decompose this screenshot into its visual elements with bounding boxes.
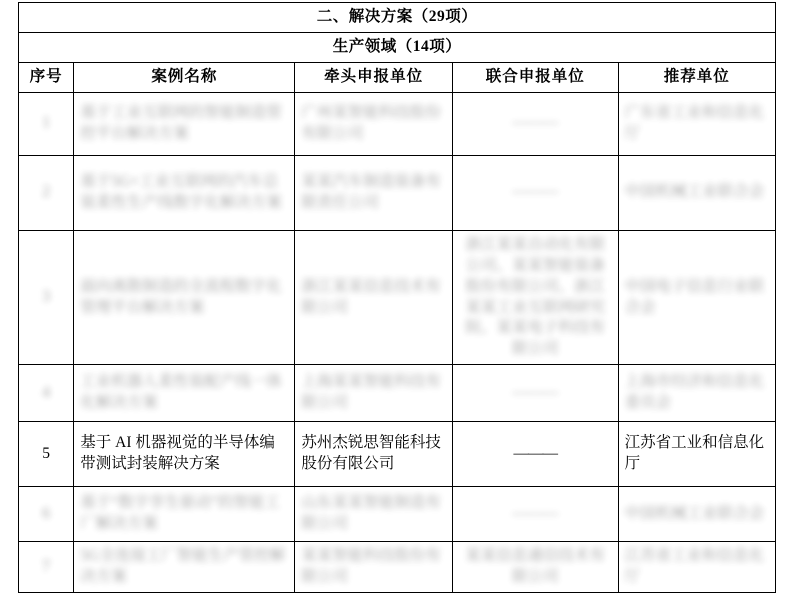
cell-lead-unit	[295, 422, 452, 487]
cell-index	[19, 542, 74, 593]
cell-recommend-unit-text: 中国机械工业联合会	[624, 504, 765, 522]
cell-case-name-text: 5G全连接工厂智能生产管控解决方案	[80, 547, 286, 586]
cell-index	[19, 422, 74, 487]
cell-case-name-text: 基于5G+工业互联网的汽车总装柔性生产线数字化解决方案	[80, 172, 282, 211]
table-row	[19, 422, 776, 487]
cell-joint-unit	[452, 92, 618, 155]
cell-index-text: 2	[42, 183, 51, 201]
cell-recommend-unit	[618, 487, 775, 542]
column-header-recommend-unit: 推荐单位	[618, 62, 775, 92]
cell-lead-unit-text: 苏州杰锐思智能科技股份有限公司	[301, 434, 441, 473]
cell-lead-unit-text: 某某智能科技股份有限公司	[301, 547, 441, 586]
cell-recommend-unit-text: 江苏省工业和信息化厅	[624, 434, 765, 473]
cell-lead-unit	[295, 542, 452, 593]
cell-index	[19, 92, 74, 155]
cell-case-name	[74, 542, 295, 593]
cell-case-name-text: 面向离散制造的全流程数字化管理平台解决方案	[80, 277, 282, 316]
cell-joint-unit	[452, 487, 618, 542]
cell-lead-unit	[295, 230, 452, 365]
cell-index-text: 7	[42, 557, 51, 575]
section-title-row	[19, 3, 776, 33]
table-row	[19, 230, 776, 365]
column-header-case-name: 案例名称	[74, 62, 295, 92]
cell-recommend-unit	[618, 155, 775, 230]
cell-case-name	[74, 422, 295, 487]
table-row	[19, 155, 776, 230]
cell-lead-unit	[295, 487, 452, 542]
table-row	[19, 542, 776, 593]
cell-case-name	[74, 230, 295, 365]
column-header-lead-unit: 牵头申报单位	[295, 62, 452, 92]
cell-joint-unit	[452, 365, 618, 422]
cell-joint-unit-text: ———	[511, 114, 559, 132]
table-row	[19, 487, 776, 542]
cell-lead-unit-text: 某某汽车制造装备有限责任公司	[301, 172, 441, 211]
cell-joint-unit-text: ———	[511, 183, 559, 201]
cell-index-text: 6	[42, 504, 51, 522]
table-header-row	[19, 62, 776, 92]
cell-case-name	[74, 487, 295, 542]
subsection-title-row	[19, 32, 776, 62]
cell-recommend-unit-text: 上海市经济和信息化委员会	[624, 373, 765, 412]
section-title: 二、解决方案（29项）	[19, 3, 776, 33]
cell-index	[19, 230, 74, 365]
cell-joint-unit-text: 浙江某某自动化有限公司、某某智能装备股份有限公司、浙江某某工业互联网研究院、某某电子科技有限公司	[465, 235, 605, 358]
cell-case-name	[74, 155, 295, 230]
cell-case-name-text: 工业机器人柔性装配产线一体化解决方案	[80, 373, 282, 412]
cell-index-text: 1	[42, 114, 51, 132]
cell-recommend-unit	[618, 542, 775, 593]
cell-recommend-unit	[618, 365, 775, 422]
cell-index	[19, 487, 74, 542]
cell-index-text: 4	[42, 383, 51, 401]
table-row	[19, 365, 776, 422]
cell-lead-unit-text: 上海某某智能科技有限公司	[301, 373, 441, 412]
cell-lead-unit	[295, 365, 452, 422]
cell-recommend-unit	[618, 92, 775, 155]
cell-joint-unit-text: ———	[511, 504, 559, 522]
cell-recommend-unit	[618, 230, 775, 365]
cell-lead-unit	[295, 92, 452, 155]
cell-joint-unit-text: 某某信息通信技术有限公司	[465, 547, 605, 586]
cell-joint-unit	[452, 542, 618, 593]
solutions-table	[18, 2, 776, 593]
cell-recommend-unit-text: 中国机械工业联合会	[624, 183, 765, 201]
cell-index-text: 5	[42, 444, 51, 462]
table-row	[19, 92, 776, 155]
cell-recommend-unit-text: 广东省工业和信息化厅	[624, 103, 765, 142]
cell-joint-unit-text: ———	[511, 383, 559, 401]
cell-index	[19, 365, 74, 422]
cell-joint-unit	[452, 230, 618, 365]
cell-recommend-unit-text: 中国电子信息行业联合会	[624, 277, 765, 316]
cell-recommend-unit	[618, 422, 775, 487]
cell-case-name-text: 基于“数字孪生驱动”的智能工厂解决方案	[80, 494, 281, 533]
cell-joint-unit-text: ———	[513, 444, 557, 462]
cell-case-name-text: 基于工业互联网的智能制造管控平台解决方案	[80, 103, 282, 142]
cell-recommend-unit-text: 江苏省工业和信息化厅	[624, 547, 765, 586]
cell-case-name-text: 基于 AI 机器视觉的半导体编带测试封装解决方案	[80, 434, 275, 473]
column-header-joint-unit: 联合申报单位	[452, 62, 618, 92]
cell-joint-unit	[452, 155, 618, 230]
subsection-title: 生产领域（14项）	[19, 32, 776, 62]
cell-lead-unit-text: 广州某智能科技股份有限公司	[301, 103, 441, 142]
document-page	[0, 2, 794, 586]
cell-lead-unit	[295, 155, 452, 230]
cell-case-name	[74, 365, 295, 422]
column-header-index: 序号	[19, 62, 74, 92]
cell-lead-unit-text: 山东某某智能制造有限公司	[301, 494, 441, 533]
cell-case-name	[74, 92, 295, 155]
cell-index-text: 3	[42, 288, 51, 306]
cell-index	[19, 155, 74, 230]
cell-joint-unit	[452, 422, 618, 487]
cell-lead-unit-text: 浙江某某信息技术有限公司	[301, 277, 441, 316]
